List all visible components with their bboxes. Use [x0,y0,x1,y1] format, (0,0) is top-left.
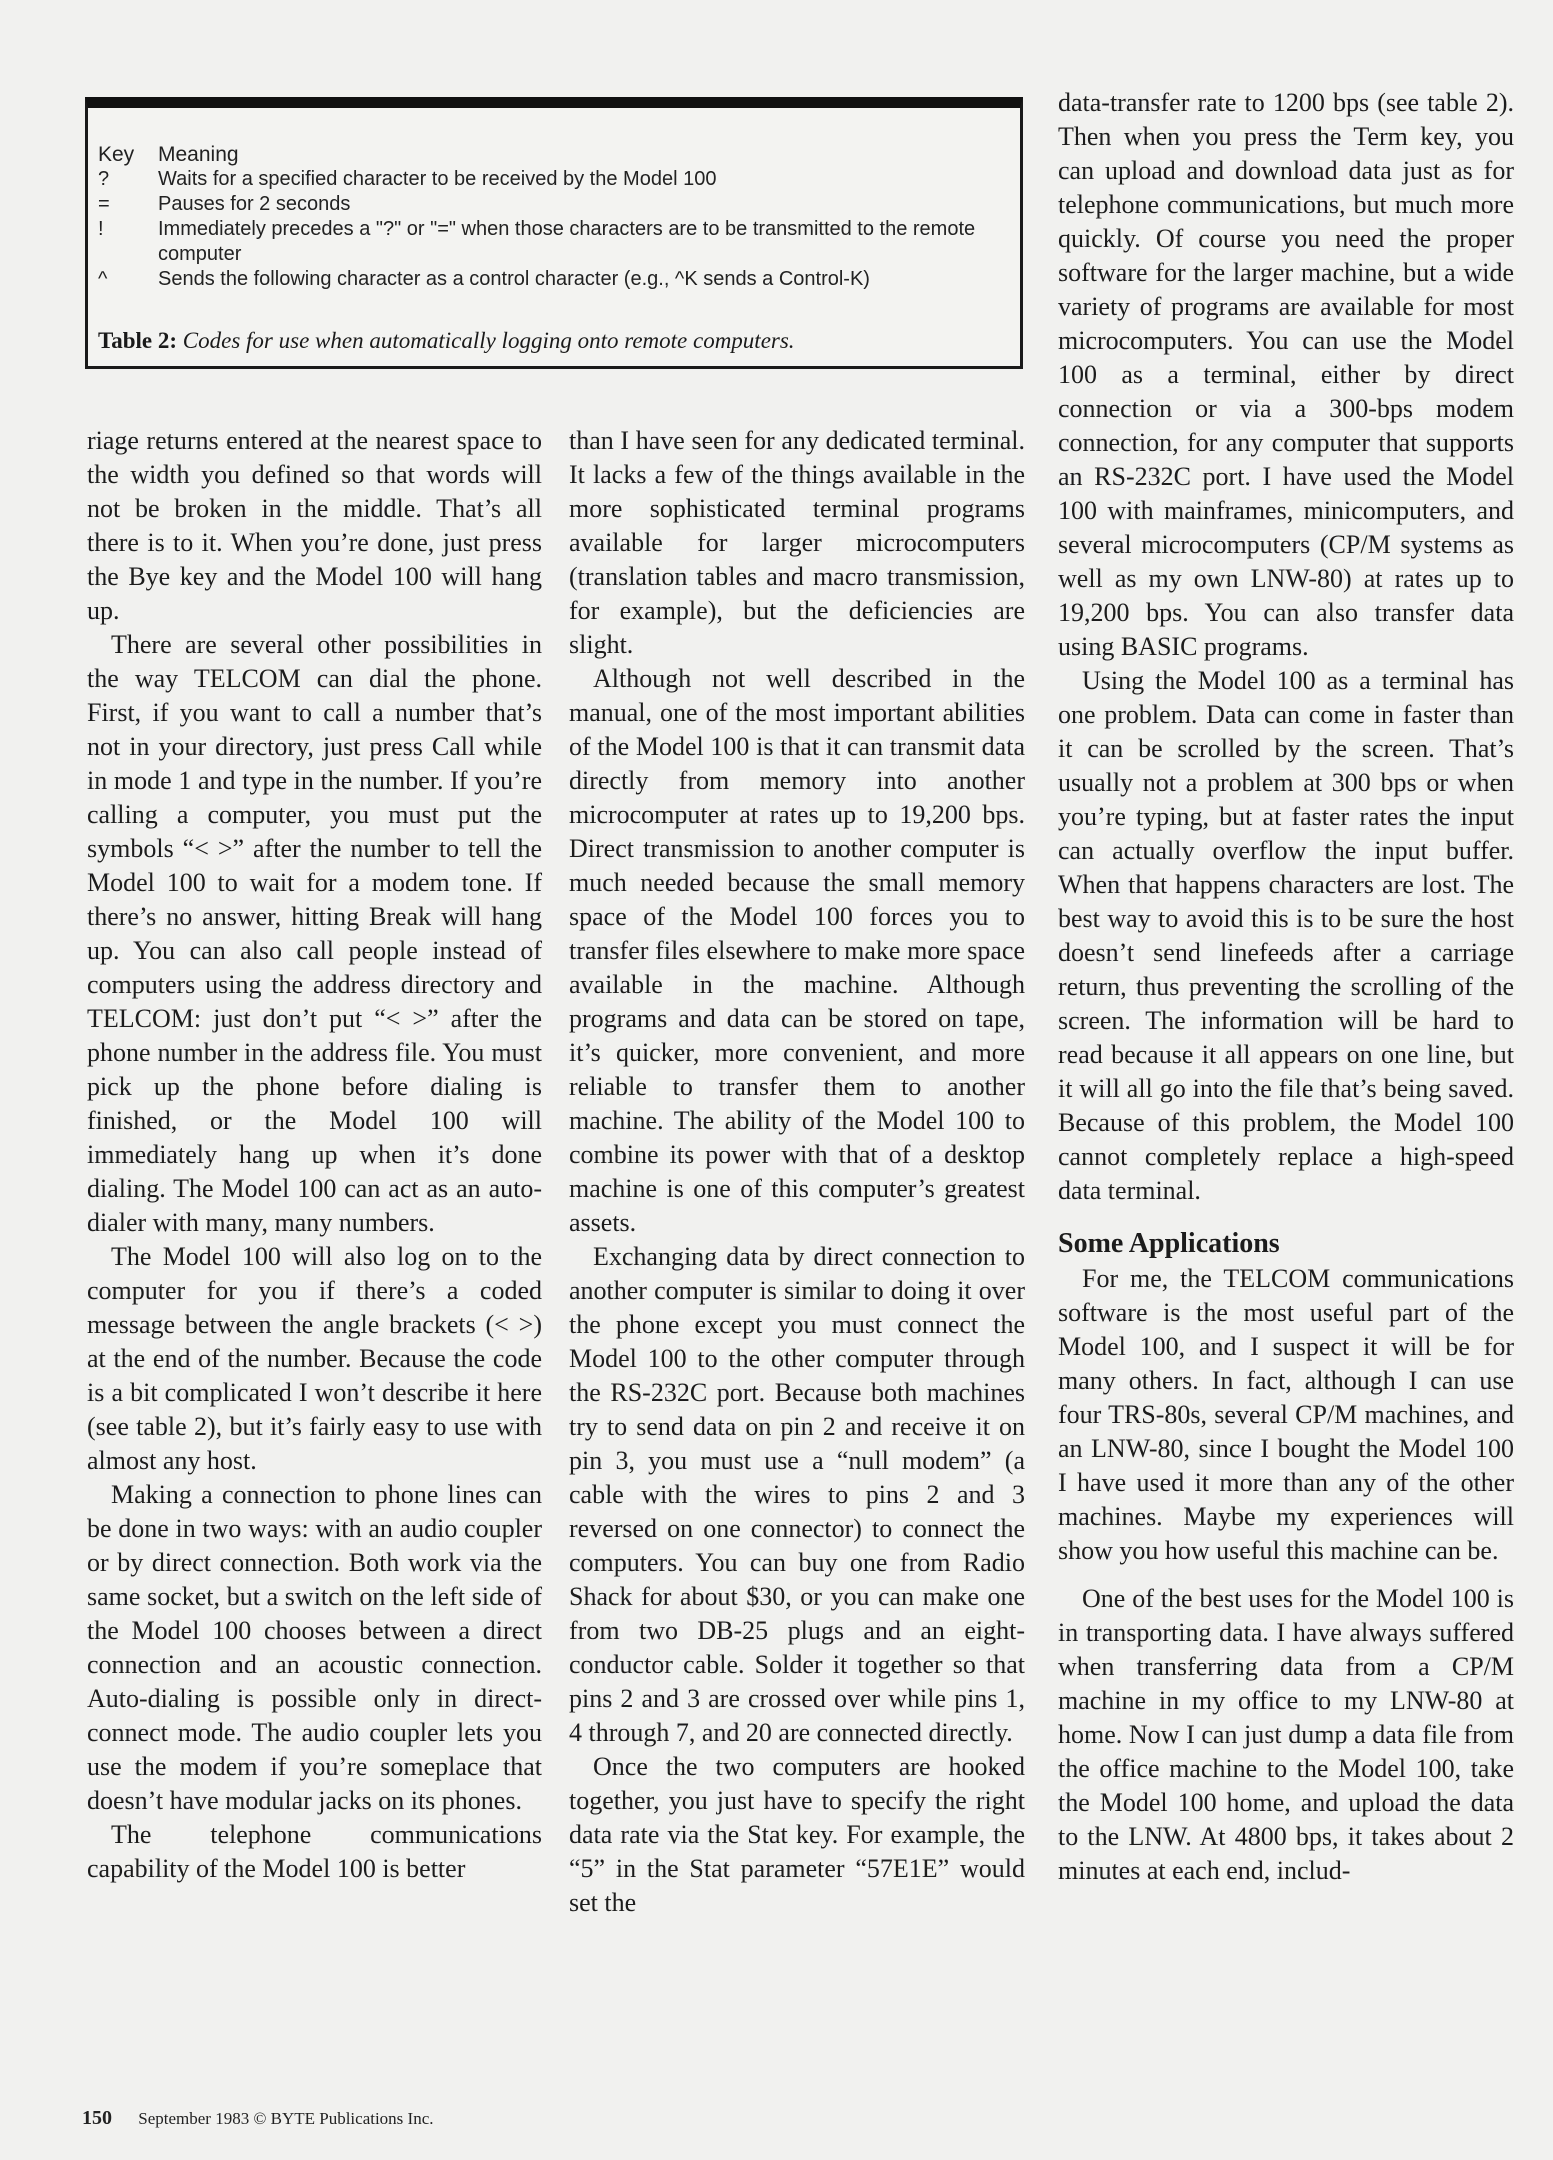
table-cell-meaning: Waits for a specified character to be received by the Model 100 [158,168,717,190]
table-row [98,267,1010,292]
paragraph: riage returns entered at the nearest space to the width you defined so that words will not be broken in the middle. That’s all there is to it. When you’re done, just press the Bye key and the Model 100 will hang up. [87,426,542,625]
paragraph: Exchanging data by direct connection to another computer is similar to doing it over the phone except you must connect the Model 100 to the other computer through the RS-232C port. Because both machines try to send data on pin 2 and receive it on pin 3, you must use a “null modem” (a cable with the wires to pins 2 and 3 reversed on one connector) to connect the computers. You can buy one from Radio Shack for about $30, or you can make one from two DB-25 plugs and an eight-conductor cable. Solder it together so that pins 2 and 3 are crossed over while pins 1, 4 through 7, and 20 are connected directly. [569,1242,1025,1747]
table-cell-key: = [98,193,110,215]
table-header-meaning: Meaning [158,143,239,166]
table-caption [98,328,795,354]
paragraph: There are several other possibilities in the way TELCOM can dial the phone. First, if you want to call a number that’s not in your directory, just press Call while in mode 1 and type in the number. If you’re calling a computer, you must put the symbols “< >” after the number to tell the Model 100 to wait for a modem tone. If there’s no answer, hitting Break will hang up. You can also call people instead of computers using the address directory and TELCOM: just don’t put “< >” after the phone number in the address file. You must pick up the phone before dialing is finished, or the Model 100 will immediately hang up when it’s done dialing. The Model 100 can act as an auto-dialer with many, many numbers. [87,630,542,1237]
page-footer [82,2107,434,2130]
table-cell-meaning: Pauses for 2 seconds [158,193,351,215]
paragraph: Using the Model 100 as a terminal has one problem. Data can come in faster than it can be scrolled by the screen. That’s usually not a problem at 300 bps or when you’re typing, but at faster rates the input can actually overflow the input buffer. When that happens characters are lost. The best way to avoid this is to be sure the host doesn’t send linefeeds after a carriage return, thus preventing the scrolling of the screen. The information will be hard to read because it all appears on one line, but it will all go into the file that’s being saved. Because of this problem, the Model 100 cannot completely replace a high-speed data terminal. [1058,666,1514,1205]
table-cell-key: ? [98,168,110,190]
table-2-box [85,97,1023,369]
section-heading: Some Applications [1058,1228,1280,1259]
column-middle [569,424,1025,1920]
table-cell-meaning: Sends the following character as a control character (e.g., ^K sends a Control-K) [158,268,870,290]
paragraph: The telephone communications capability of the Model 100 is better [87,1820,542,1883]
paragraph: One of the best uses for the Model 100 is in transporting data. I have always suffered when transferring data from a CP/M machine in my office to my LNW-80 at home. Now I can just dump a data file from the office machine to the Model 100, take the Model 100 home, and upload the data to the LNW. At 4800 bps, it takes about 2 minutes at each end, includ- [1058,1584,1514,1885]
table-cell-key: ! [98,218,104,240]
column-right [1058,86,1514,1888]
table-caption-text: Codes for use when automatically logging onto remote computers. [182,328,795,353]
paragraph: than I have seen for any dedicated terminal. It lacks a few of the things available in the more sophisticated terminal programs available for larger microcomputers (translation tables and macro transmission, for example), but the deficiencies are slight. [569,426,1025,659]
column-left [87,424,542,1886]
table-row [98,192,1010,217]
table-header-row [98,142,1010,167]
paragraph-gap [1058,1568,1514,1582]
publication-credit: September 1983 © BYTE Publications Inc. [138,2109,434,2128]
paragraph: data-transfer rate to 1200 bps (see table 2). Then when you press the Term key, you can upload and download data just as for telephone communications, but much more quickly. Of course you need the proper software for the larger machine, but a wide variety of programs are available for most microcomputers. You can use the Model 100 as a terminal, either by direct connection or via a 300-bps modem connection, for any computer that supports an RS-232C port. I have used the Model 100 with mainframes, minicomputers, and several microcomputers (CP/M systems as well as my own LNW-80) at rates up to 19,200 bps. You can also transfer data using BASIC programs. [1058,88,1514,661]
paragraph: The Model 100 will also log on to the computer for you if there’s a coded message between the angle brackets (< >) at the end of the number. Because the code is a bit complicated I won’t describe it here (see table 2), but it’s fairly easy to use with almost any host. [87,1242,542,1475]
table-cell-meaning: Immediately precedes a "?" or "=" when those characters are to be transmitted to the remote computer [158,218,976,265]
codes-table [98,142,1010,292]
page-number: 150 [82,2107,112,2129]
paragraph: Although not well described in the manual, one of the most important abilities of the Model 100 is that it can transmit data directly from memory into another microcomputer at rates up to 19,200 bps. Direct transmission to another computer is much needed because the small memory space of the Model 100 forces you to transfer files elsewhere to make more space available in the machine. Although programs and data can be stored on tape, it’s quicker, more convenient, and more reliable to transfer them to another machine. The ability of the Model 100 to combine its power with that of a desktop machine is one of this computer’s greatest assets. [569,664,1025,1237]
table-cell-key: ^ [98,268,108,290]
table-row [98,217,1010,267]
paragraph: Making a connection to phone lines can be done in two ways: with an audio coupler or by direct connection. Both work via the same socket, but a switch on the left side of the Model 100 chooses between a direct connection and an acoustic connection. Auto-dialing is possible only in direct-connect mode. The audio coupler lets you use the modem if you’re someplace that doesn’t have modular jacks on its phones. [87,1480,542,1815]
paragraph: For me, the TELCOM communications software is the most useful part of the Model 100, and I suspect it will be for many others. In fact, although I can use four TRS-80s, several CP/M machines, and an LNW-80, since I bought the Model 100 I have used it more than any of the other machines. Maybe my experiences will show you how useful this machine can be. [1058,1264,1514,1565]
paragraph: Once the two computers are hooked together, you just have to specify the right data rate via the Stat key. For example, the “5” in the Stat parameter “57E1E” would set the [569,1752,1025,1917]
table-caption-label: Table 2: [98,328,178,353]
table-header-key: Key [98,143,135,166]
table-row [98,167,1010,192]
